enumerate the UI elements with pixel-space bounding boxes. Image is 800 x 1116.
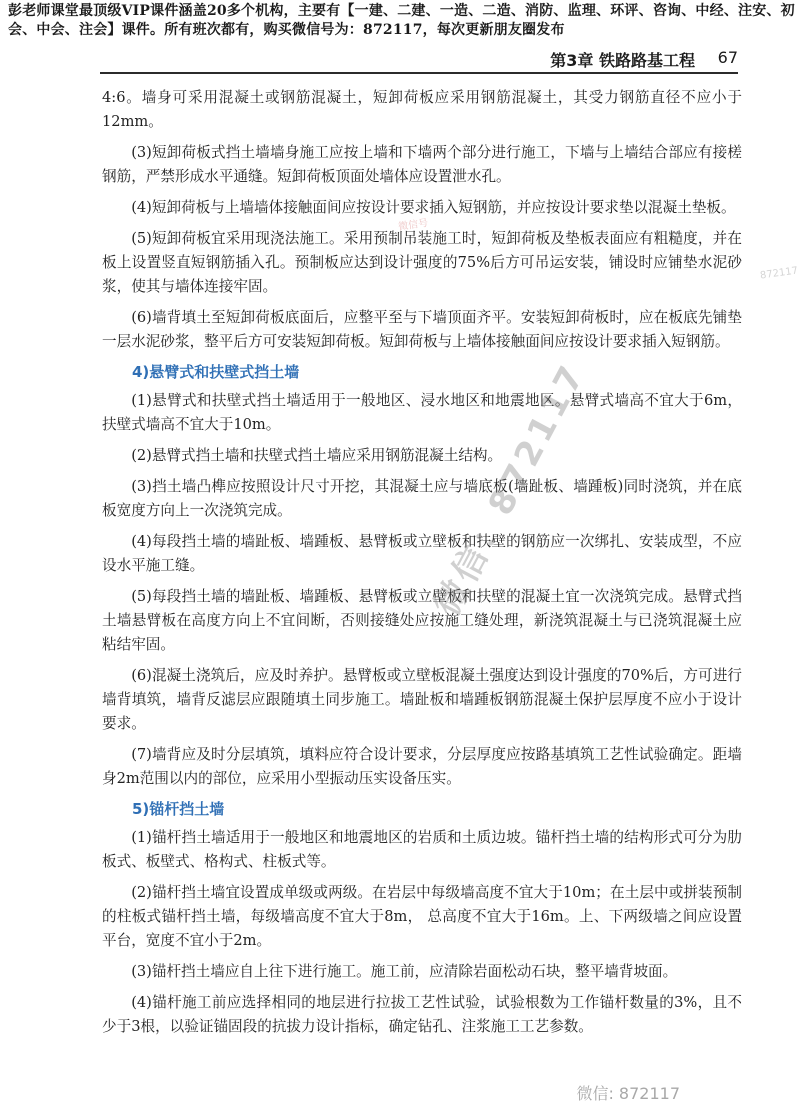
page-number: 67 [717, 48, 738, 67]
paragraph: (3)短卸荷板式挡土墙墙身施工应按上墙和下墙两个部分进行施工，下墙与上墙结合部应有接槎钢筋，严禁形成水平通缝。短卸荷板顶面处墙体应设置泄水孔。 [102, 144, 742, 185]
paragraph: (7)墙背应及时分层填筑，填料应符合设计要求，分层厚度应按路基填筑工艺性试验确定。距墙身2m范围以内的部位，应采用小型振动压实设备压实。 [102, 746, 742, 787]
promo-banner: 彭老师课堂最顶级VIP课件涵盖20多个机构，主要有【一建、二建、一造、二造、消防、监理、环评、咨询、中经、注安、初会、中会、注会】课件。所有班次都有，购买微信号为：872117，每次更新朋友圈发布 [8, 3, 795, 38]
paragraph: (1)锚杆挡土墙适用于一般地区和地震地区的岩质和土质边坡。锚杆挡土墙的结构形式可分为肋板式、板壁式、格构式、柱板式等。 [102, 829, 742, 870]
body-text [102, 86, 742, 1046]
paragraph: 4:6。墙身可采用混凝土或钢筋混凝土，短卸荷板应采用钢筋混凝土，其受力钢筋直径不应小于12mm。 [102, 89, 742, 130]
footer-watermark: 微信: 872117 [576, 1084, 680, 1103]
header-rule [100, 72, 738, 74]
paragraph: (3)挡土墙凸榫应按照设计尺寸开挖，其混凝土应与墙底板(墙趾板、墙踵板)同时浇筑，并在底板宽度方向上一次浇筑完成。 [102, 478, 742, 519]
diagonal-watermark: 微信：872117 [427, 356, 594, 623]
paragraph: (6)墙背填土至短卸荷板底面后，应整平至与下墙顶面齐平。安装短卸荷板时，应在板底先铺垫一层水泥砂浆，整平后方可安装短卸荷板。短卸荷板与上墙体接触面间应按设计要求插入短钢筋。 [102, 309, 742, 350]
running-head-chapter: 第3章 铁路路基工程 [550, 51, 695, 70]
paragraph: (5)每段挡土墙的墙趾板、墙踵板、悬臂板或立壁板和扶壁的混凝土宜一次浇筑完成。悬臂式挡土墙悬臂板在高度方向上不宜间断，否则接缝处应按施工缝处理，新浇筑混凝土与已浇筑混凝土应粘结牢固。 [102, 588, 742, 653]
section-heading: 5)锚杆挡土墙 [132, 800, 225, 818]
paragraph: (1)悬臂式和扶壁式挡土墙适用于一般地区、浸水地区和地震地区。悬臂式墙高不宜大于6m，扶壁式墙高不宜大于10m。 [102, 392, 742, 433]
small-watermark: 872117 [759, 265, 799, 282]
paragraph: (2)悬臂式挡土墙和扶壁式挡土墙应采用钢筋混凝土结构。 [131, 447, 503, 464]
small-watermark: 微信号 [397, 217, 429, 234]
paragraph: (5)短卸荷板宜采用现浇法施工。采用预制吊装施工时，短卸荷板及垫板表面应有粗糙度，并在板上设置竖直短钢筋插入孔。预制板应达到设计强度的75%后方可吊运安装，铺设时应铺垫水泥砂浆，使其与墙体连接牢固。 [102, 230, 742, 295]
paragraph: (6)混凝土浇筑后，应及时养护。悬臂板或立壁板混凝土强度达到设计强度的70%后，方可进行墙背填筑，墙背反滤层应跟随填土同步施工。墙趾板和墙踵板钢筋混凝土保护层厚度不应小于设计要求。 [102, 667, 742, 732]
paragraph: (2)锚杆挡土墙宜设置成单级或两级。在岩层中每级墙高度不宜大于10m；在土层中或拼装预制的柱板式锚杆挡土墙，每级墙高度不宜大于8m， 总高度不宜大于16m。上、下两级墙之间应设置平台，宽度不宜小于2m。 [102, 884, 742, 949]
paragraph: (4)每段挡土墙的墙趾板、墙踵板、悬臂板或立壁板和扶壁的钢筋应一次绑扎、安装成型，不应设水平施工缝。 [102, 533, 742, 574]
paragraph: (4)短卸荷板与上墙墙体接触面间应按设计要求插入短钢筋，并应按设计要求垫以混凝土垫板。 [131, 199, 736, 216]
paragraph: (4)锚杆施工前应选择相同的地层进行拉拔工艺性试验，试验根数为工作锚杆数量的3%，且不少于3根，以验证锚固段的抗拔力设计指标，确定钻孔、注浆施工工艺参数。 [102, 994, 742, 1035]
paragraph: (3)锚杆挡土墙应自上往下进行施工。施工前，应清除岩面松动石块，整平墙背坡面。 [131, 963, 678, 980]
section-heading: 4)悬臂式和扶壁式挡土墙 [132, 363, 300, 381]
